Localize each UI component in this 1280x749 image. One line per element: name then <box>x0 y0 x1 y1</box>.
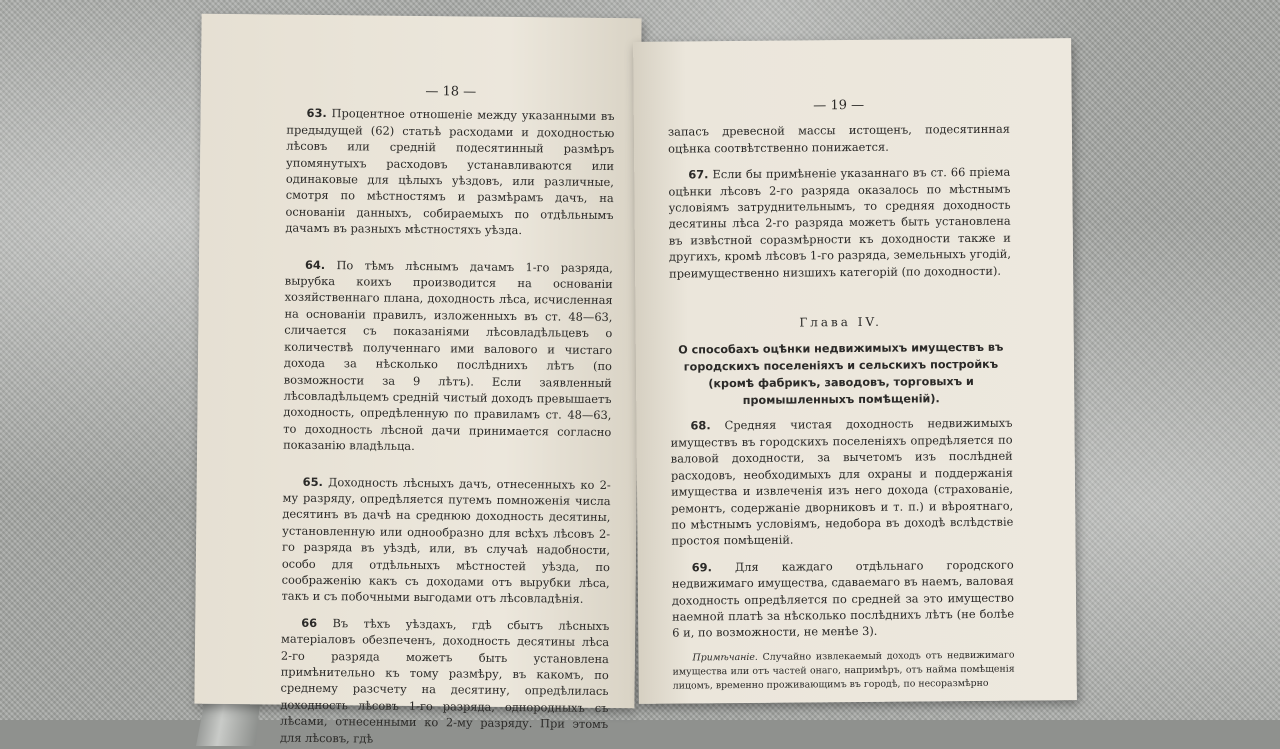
paragraph-68: 68. Средняя чистая доходность недвижимыхъ имуществъ въ городскихъ поселеніяхъ опредѣляется по валовой доходности, за вычетомъ изъ послѣдней расходовъ, необходимыхъ для охраны и поддержанія имущества и извлеченія изъ него дохода (страхованіе, ремонтъ, содержаніе дворниковъ и т. п.) и вѣроятнаго, по мѣстнымъ условіямъ, недобора въ доходѣ вслѣдствіе простоя помѣщеній. <box>670 416 1014 548</box>
chapter-title: О способахъ оцѣнки недвижимыхъ имуществъ въ городскихъ поселеніяхъ и сельскихъ постройкъ (кромѣ фабрикъ, заводовъ, торговыхъ и промышленныхъ помѣщеній). <box>678 341 1004 408</box>
right-page <box>633 38 1077 704</box>
paragraph-69: 69. Для каждаго отдѣльнаго городского недвижимаго имущества, сдаваемаго въ наемъ, валовая доходность опредѣляется по средней за это имущество наемной платѣ за нѣсколько послѣднихъ лѣтъ (не болѣе 6 и, по возможности, не менѣе 3). <box>671 557 1015 640</box>
chapter-heading: Глава IV. <box>799 314 882 330</box>
footnote: Примѣчаніе. Случайно извлекаемый доходъ отъ недвижимаго имущества или отъ частей онаго, напримѣръ, отъ найма помѣщенія лицомъ, временно проживающимъ въ городѣ, по несоразмѣрно <box>672 649 1015 692</box>
paragraph-64: 64. По тѣмъ лѣснымъ дачамъ 1-го разряда, вырубка коихъ производится на основаніи хозяйственнаго плана, доходность лѣса, исчисленная на основаніи правилъ, изложенныхъ въ ст. 48—63, сличается съ показаніями лѣсовладѣльцевъ о количествѣ полученнаго ими валового и чистаго дохода за нѣсколько послѣднихъ лѣтъ (по возможности за 9 лѣтъ). Если заявленный лѣсовладѣльцемъ средній чистый доходъ превышаетъ доходность, опредѣленную по правиламъ ст. 48—63, то доходность лѣсной дачи принимается согласно показанію владѣльца. <box>283 257 614 454</box>
page-number: — 18 — <box>425 84 477 100</box>
paragraph-63: 63. Процентное отношеніе между указанными въ предыдущей (62) статьѣ расходами и доходностью лѣсовъ или средній подесятинный размѣръ упомянутыхъ расходовъ устанавливаются или одинаковые для цѣлыхъ уѣздовъ, или различные, смотря по мѣстностямъ и размѣрамъ дачъ, на основаніи данныхъ, собираемыхъ по отдѣльнымъ дачамъ въ разныхъ мѣстностяхъ уѣзда. <box>285 106 615 238</box>
paragraph-67: 67. Если бы примѣненіе указаннаго въ ст. 66 пріема оцѣнки лѣсовъ 2-го разряда оказалось по мѣстнымъ условіямъ затруднительнымъ, то средняя доходность десятины лѣса 2-го разряда можетъ быть установлена въ извѣстной соразмѣрности къ доходности также и другихъ, кромѣ лѣсовъ 1-го разряда, земельныхъ угодій, преимущественно низшихъ категорій (по доходности). <box>668 164 1012 281</box>
paragraph-66: 66 Въ тѣхъ уѣздахъ, гдѣ сбытъ лѣсныхъ матеріаловъ обезпеченъ, доходность десятины лѣса 2-го разряда можетъ быть установлена примѣнительно къ тому размѣру, въ какомъ, по среднему разсчету на десятину, опредѣлилась доходность лѣсовъ 1-го разряда, однородныхъ съ лѣсами, отнесенными ко 2-му разряду. При этомъ для лѣсовъ, гдѣ <box>279 615 610 746</box>
continuation-text: запасъ древесной массы истощенъ, подесятинная оцѣнка соотвѣтственно понижается. <box>667 122 1010 156</box>
page-number: — 19 — <box>813 97 865 114</box>
paragraph-65: 65. Доходность лѣсныхъ дачъ, отнесенныхъ ко 2-му разряду, опредѣляется путемъ помноженія числа десятинъ въ дачѣ на среднюю доходность десятины, установленную или однообразно для всѣхъ лѣсовъ 2-го разряда въ уѣздѣ, или, въ случаѣ надобности, особо для отдѣльныхъ мѣстностей уѣзда, по соображенію какъ съ доходами отъ вырубки лѣса, такъ и съ побочными выгодами отъ лѣсовладѣнія. <box>281 474 611 607</box>
left-page <box>194 14 641 746</box>
